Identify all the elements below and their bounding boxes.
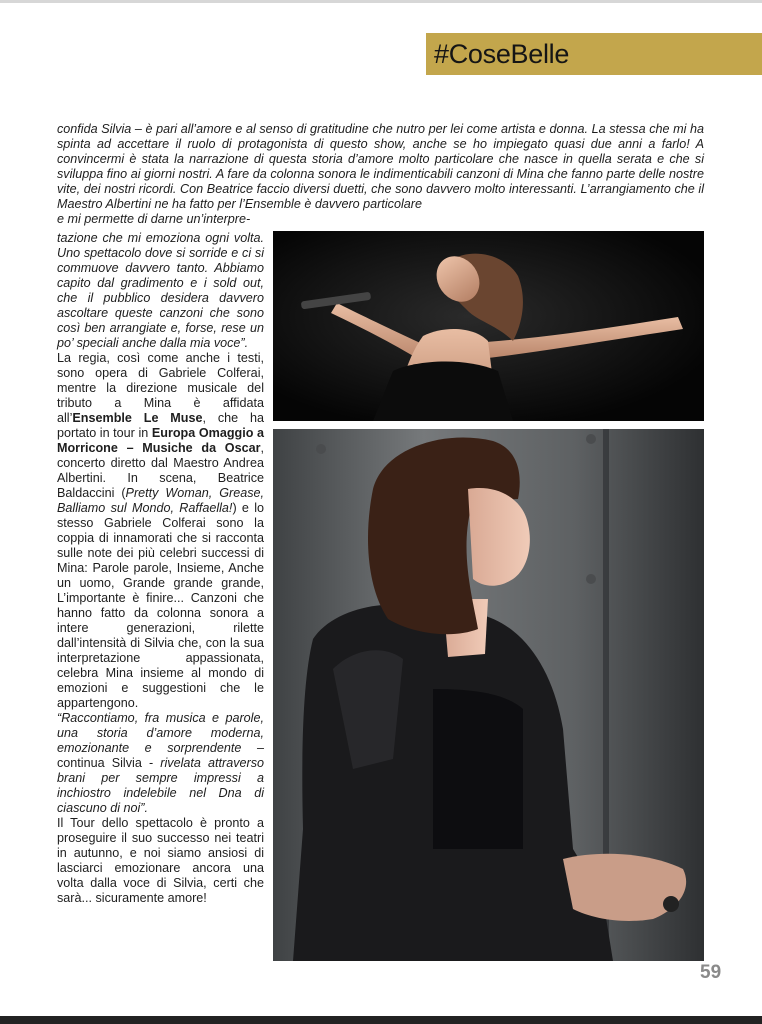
- show-credits: Pretty Woman, Grease, Balliamo sul Mondo, Raffaella!: [57, 486, 264, 515]
- quote-end: rivelata attraverso brani per sempre impressi a inchiostro indelebile nel Dna di ciascuno di noi”.: [57, 756, 264, 815]
- intro-quote-continued: e mi permette di darne un’interpre-: [57, 212, 251, 226]
- tour-title: Europa Omaggio a Morricone – Musiche da Oscar: [57, 426, 264, 455]
- column-quote: [57, 231, 264, 351]
- article-intro: [57, 122, 704, 227]
- ensemble-name: Ensemble Le Muse: [72, 411, 203, 425]
- column-quote-text: tazione che mi emoziona ogni volta. Uno spettacolo dove si sorride e ci si commuove davvero tanto. Abbiamo capito dal gradimento e i sold out, che il pubblico desidera davvero ascoltare queste canzoni che sono così ben arrangiate e, forse, rese un po’ speciali anche dalla mia voce”.: [57, 231, 264, 350]
- page-number: 59: [700, 962, 722, 983]
- text-run: La regia, così come anche i testi, sono opera di Gabriele Colferai, mentre la direzione musicale del tributo a Mina è affidata all’: [57, 351, 264, 425]
- photo-singer-stage: [273, 231, 704, 421]
- column-paragraph-tour: [57, 816, 264, 906]
- text-run: , concerto diretto dal Maestro Andrea Albertini. In scena, Beatrice Baldaccini (: [57, 441, 264, 500]
- article-column: [57, 231, 264, 906]
- intro-paragraph-1: [57, 122, 704, 212]
- quote-start: “Raccontiamo, fra musica e parole, una storia d’amore moderna, emozionante e sorprendente –: [57, 711, 264, 755]
- column-paragraph-regia: [57, 351, 264, 711]
- portrait-photo-illustration: [273, 429, 704, 961]
- stage-photo-illustration: [273, 231, 704, 421]
- intro-paragraph-2: [57, 212, 704, 227]
- tour-text: Il Tour dello spettacolo è pronto a proseguire il suo successo nei teatri in autunno, e noi siamo ansiosi di lasciarci emozionare ancora una volta dalla voce di Silvia, certi che sarà... sicuramente amore!: [57, 816, 264, 905]
- bottom-border: [0, 1016, 762, 1024]
- quote-attribution: continua Silvia -: [57, 756, 161, 770]
- section-tag: #CoseBelle: [426, 33, 762, 75]
- top-border: [0, 0, 762, 3]
- column-paragraph-quote: [57, 711, 264, 816]
- text-run: , che ha portato in tour in: [57, 411, 264, 440]
- text-run: ) e lo stesso Gabriele Colferai sono la coppia di innamorati che si racconta sulle note dei più celebri successi di Mina: Parole parole, Insieme, Anche un uomo, Grande grande grande, L’importante è finire... Canzoni che hanno fatto da colonna sonora a intere generazioni, rilette dall’intensità di Silvia che, con la sua interpretazione appassionata, celebra Mina insieme al mondo di emozioni e suggestioni che le appartengono.: [57, 501, 264, 710]
- intro-quote: confida Silvia – è pari all’amore e al senso di gratitudine che nutro per lei come artista e donna. La stessa che mi ha spinta ad accettare il ruolo di protagonista di questo show, anche se ho impiegato quasi due anni a farlo! A convincermi è stata la narrazione di questa storia d’amore molto particolare che nasce in quella serata e che si sviluppa fino ai giorni nostri. A fare da colonna sonora le indimenticabili canzoni di Mina che fanno parte delle nostre vite, dei nostri ricordi. Con Beatrice faccio diversi duetti, che sono davvero molto interessanti. L’arrangiamento che il Maestro Albertini ne ha fatto per l’Ensemble è davvero particolare: [57, 122, 704, 211]
- photo-singer-portrait: [273, 429, 704, 961]
